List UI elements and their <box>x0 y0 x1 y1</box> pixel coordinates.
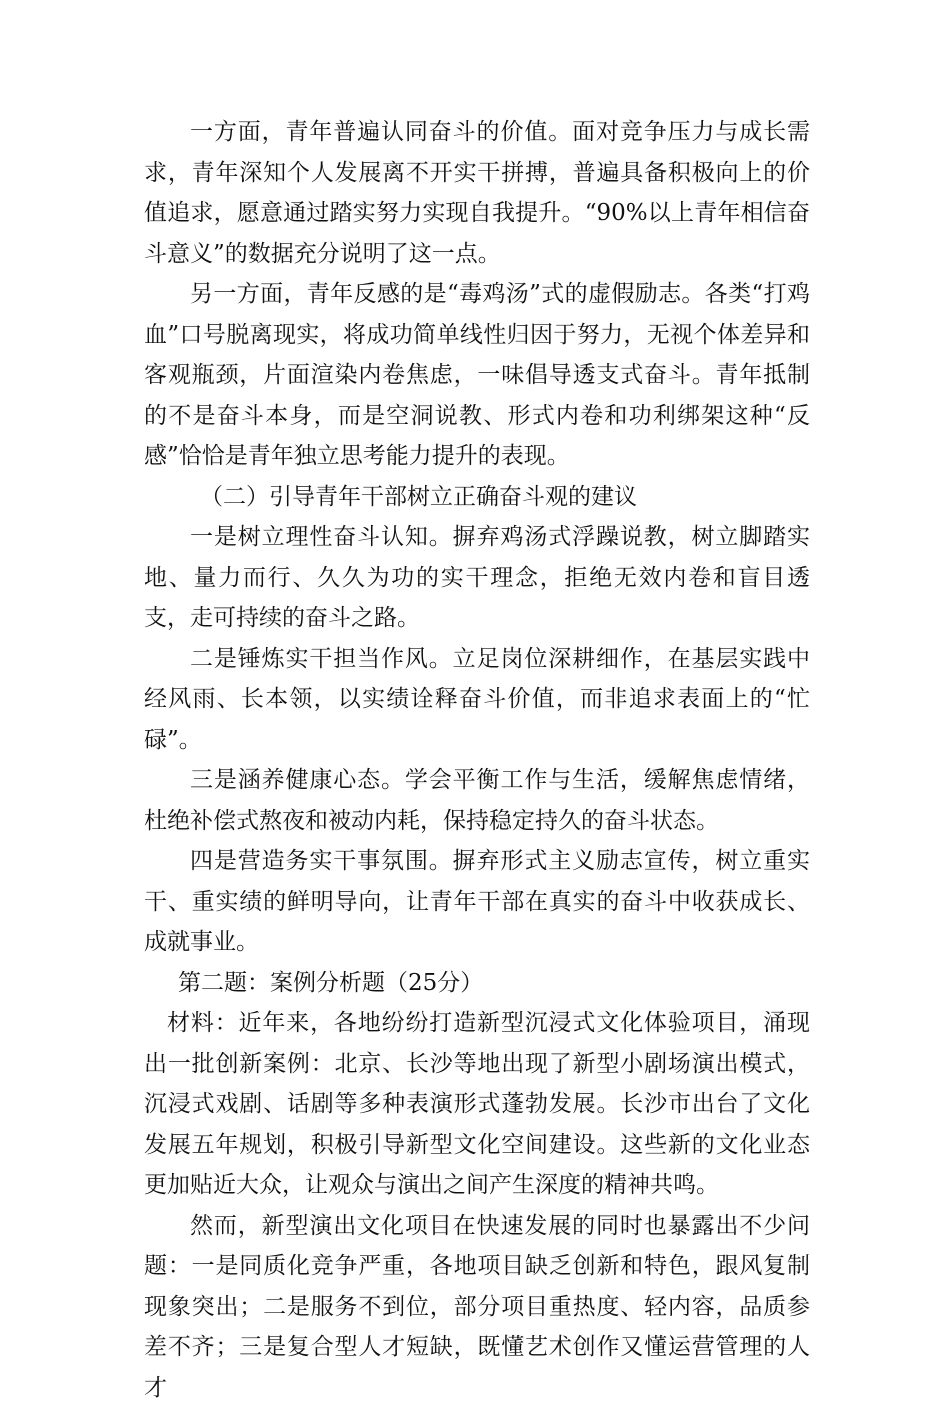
paragraph-youth-recognize-value: 一方面，青年普遍认同奋斗的价值。面对竞争压力与成长需求，青年深知个人发展离不开实干拼搏，普遍具备积极向上的价值追求，愿意通过踏实努力实现自我提升。“90%以上青年相信奋斗意义”的数据充分说明了这一点。 <box>144 112 810 274</box>
paragraph-problems: 然而，新型演出文化项目在快速发展的同时也暴露出不少问题：一是同质化竞争严重，各地项目缺乏创新和特色，跟风复制现象突出；二是服务不到位，部分项目重热度、轻内容，品质参差不齐；三是复合型人才短缺，既懂艺术创作又懂运营管理的人才 <box>144 1206 810 1408</box>
paragraph-youth-dislike-fake-motivation: 另一方面，青年反感的是“毒鸡汤”式的虚假励志。各类“打鸡血”口号脱离现实，将成功简单线性归因于努力，无视个体差异和客观瓶颈，片面渲染内卷焦虑，一味倡导透支式奋斗。青年抵制的不是奋斗本身，而是空洞说教、形式内卷和功利绑架这种“反感”恰恰是青年独立思考能力提升的表现。 <box>144 274 810 477</box>
document-body <box>144 112 810 1408</box>
paragraph-suggestion-1: 一是树立理性奋斗认知。摒弃鸡汤式浮躁说教，树立脚踏实地、量力而行、久久为功的实干理念，拒绝无效内卷和盲目透支，走可持续的奋斗之路。 <box>144 517 810 639</box>
paragraph-material: 材料：近年来，各地纷纷打造新型沉浸式文化体验项目，涌现出一批创新案例：北京、长沙等地出现了新型小剧场演出模式，沉浸式戏剧、话剧等多种表演形式蓬勃发展。长沙市出台了文化发展五年规划，积极引导新型文化空间建设。这些新的文化业态更加贴近大众，让观众与演出之间产生深度的精神共鸣。 <box>144 1003 810 1206</box>
paragraph-suggestion-2: 二是锤炼实干担当作风。立足岗位深耕细作，在基层实践中经风雨、长本领，以实绩诠释奋斗价值，而非追求表面上的“忙碌”。 <box>144 639 810 761</box>
question-2-title: 第二题：案例分析题（25分） <box>144 963 810 1004</box>
paragraph-suggestion-4: 四是营造务实干事氛围。摒弃形式主义励志宣传，树立重实干、重实绩的鲜明导向，让青年干部在真实的奋斗中收获成长、成就事业。 <box>144 841 810 963</box>
paragraph-suggestion-3: 三是涵养健康心态。学会平衡工作与生活，缓解焦虑情绪，杜绝补偿式熬夜和被动内耗，保持稳定持久的奋斗状态。 <box>144 760 810 841</box>
section-heading-suggestions: （二）引导青年干部树立正确奋斗观的建议 <box>144 477 810 518</box>
